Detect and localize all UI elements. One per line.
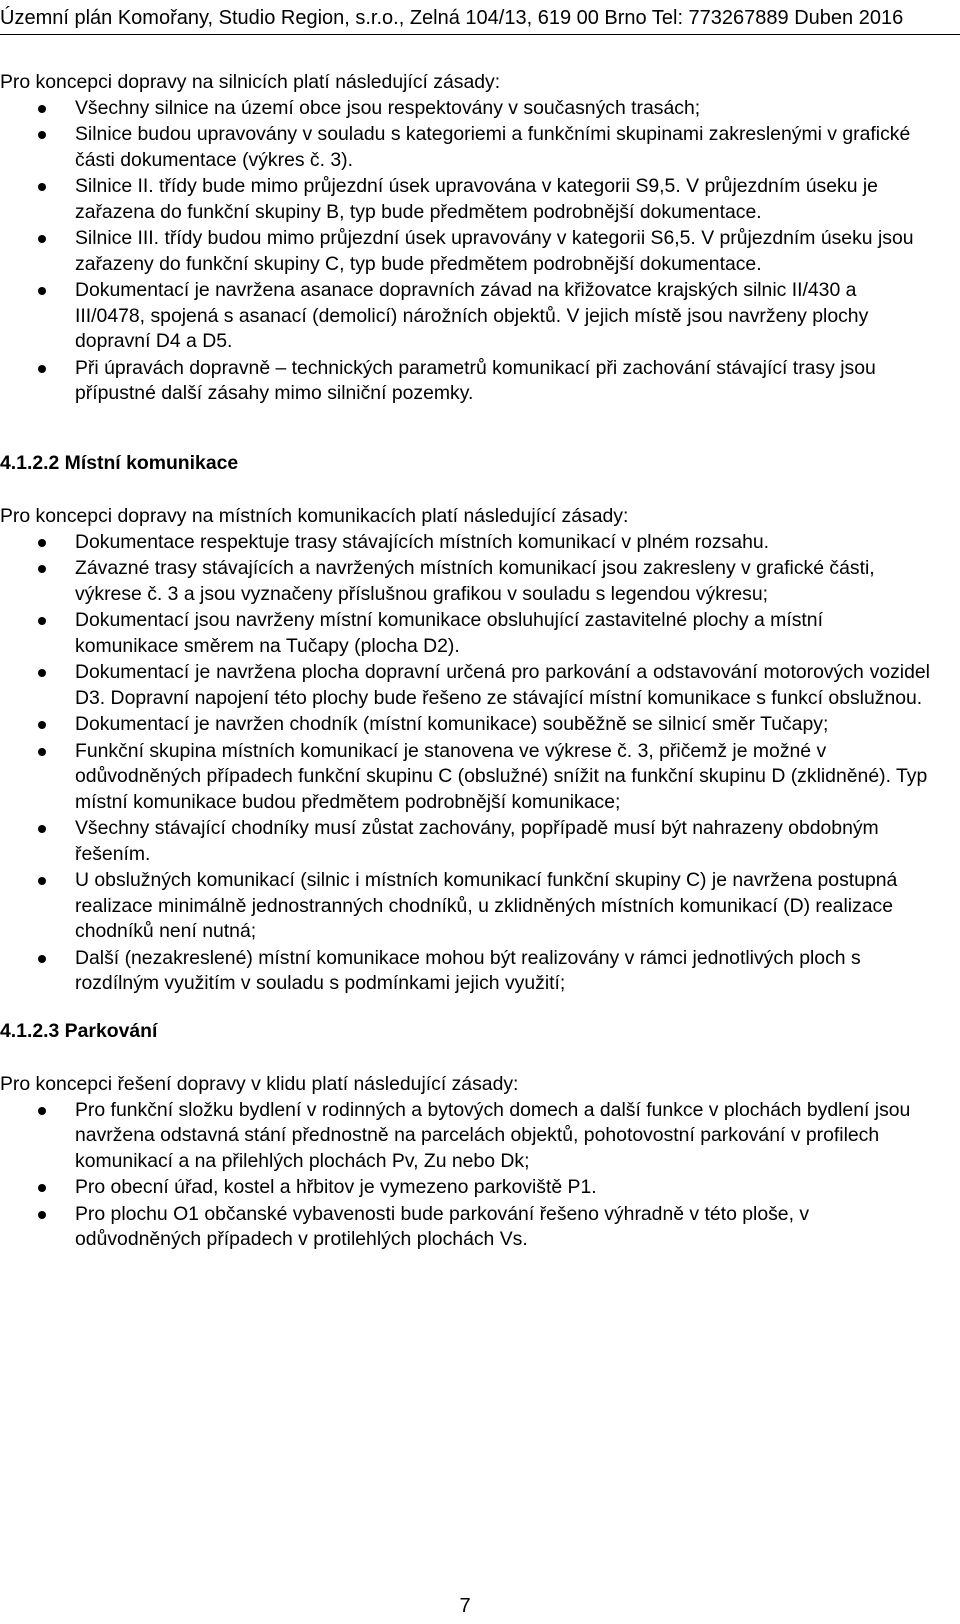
bullet-icon: [38, 287, 46, 295]
list-item: [0, 1098, 930, 1175]
list-item-text: Všechny silnice na území obce jsou respektovány v současných trasách;: [75, 96, 701, 119]
section-parking-list: [0, 1098, 930, 1253]
list-item: [0, 226, 930, 277]
bullet-icon: [38, 235, 46, 243]
list-item-text: Pro obecní úřad, kostel a hřbitov je vymezeno parkoviště P1.: [75, 1176, 597, 1198]
list-item: [0, 278, 930, 355]
bullet-icon: [38, 877, 46, 885]
list-item-text: Silnice budou upravovány v souladu s kategoriemi a funkčními skupinami zakreslenými v grafické části dokumentace (výkres č. 3).: [75, 123, 911, 171]
bullet-icon: [38, 617, 46, 625]
bullet-icon: [38, 565, 46, 573]
section-roads-intro: Pro koncepci dopravy na silnicích platí následující zásady:: [0, 71, 501, 93]
section-roads-list: [0, 96, 930, 407]
bullet-icon: [38, 748, 46, 756]
list-item: [0, 1202, 930, 1253]
bullet-icon: [38, 365, 46, 373]
bullet-icon: [38, 105, 46, 113]
bullet-icon: [38, 1211, 46, 1219]
list-item-text: Pro plochu O1 občanské vybavenosti bude parkování řešeno výhradně v této ploše, v odůvodněných případech v protilehlých plochách Vs.: [75, 1202, 810, 1250]
list-item-text: Dokumentací je navržena asanace dopravních závad na křižovatce krajských silnic II/430 a III/0478, spojená s asanací (demolicí) nárožních objektů. V jejich místě jsou navrženy plochy dopravní D4 a D5.: [75, 279, 869, 352]
bullet-icon: [38, 539, 46, 547]
list-item: [0, 96, 930, 122]
header-divider: [0, 34, 960, 35]
list-item-text: U obslužných komunikací (silnic i místních komunikací funkční skupiny C) je navržena postupná realizace minimálně jednostranných chodníků, u zklidněných místních komunikací (D) realizace chodníků není nutná;: [75, 869, 898, 942]
list-item-text: Dokumentací je navržen chodník (místní komunikace) souběžně se silnicí směr Tučapy;: [75, 713, 829, 735]
list-item: [0, 1175, 930, 1201]
list-item-text: Dokumentací je navržena plocha dopravní určená pro parkování a odstavování motorových vozidel D3. Dopravní napojení této plochy bude řešeno ze stávající místní komunikace s funkcí obslužnou.: [75, 661, 930, 709]
bullet-icon: [38, 183, 46, 191]
bullet-icon: [38, 669, 46, 677]
list-item: [0, 556, 930, 607]
page-number: 7: [459, 1595, 471, 1617]
list-item: [0, 946, 930, 997]
bullet-icon: [38, 1184, 46, 1192]
list-item-text: Dokumentací jsou navrženy místní komunikace obsluhující zastavitelné plochy a místní komunikace směrem na Tučapy (plocha D2).: [75, 609, 823, 657]
list-item: [0, 174, 930, 225]
list-item-text: Silnice III. třídy budou mimo průjezdní úsek upravovány v kategorii S6,5. V průjezdním úseku jsou zařazeny do funkční skupiny C, typ bude předmětem podrobnější dokumentace.: [75, 227, 914, 275]
section-local-roads-list: [0, 530, 930, 997]
list-item-text: Při úpravách dopravně – technických parametrů komunikací při zachování stávající trasy jsou přípustné další zásahy mimo silniční pozemky.: [75, 356, 876, 404]
bullet-icon: [38, 131, 46, 139]
section-parking-intro: Pro koncepci řešení dopravy v klidu platí následující zásady:: [0, 1073, 519, 1095]
page-content: [0, 70, 930, 1254]
list-item-text: Pro funkční složku bydlení v rodinných a bytových domech a další funkce v plochách bydlení jsou navržena odstavná stání přednostně na parcelách objektů, pohotovostní parkování v profilech komunikací a na přilehlých plochách Pv, Zu nebo Dk;: [75, 1098, 911, 1172]
list-item: [0, 868, 930, 945]
list-item-text: Závazné trasy stávajících a navržených místních komunikací jsou zakresleny v grafické části, výkrese č. 3 a jsou vyznačeny příslušnou grafikou v souladu s legendou výkresu;: [75, 557, 875, 605]
section-parking-heading: 4.1.2.3 Parkování: [0, 1019, 158, 1042]
list-item-text: Všechny stávající chodníky musí zůstat zachovány, popřípadě musí být nahrazeny obdobným řešením.: [75, 817, 879, 865]
page-header: Územní plán Komořany, Studio Region, s.r.o., Zelná 104/13, 619 00 Brno Tel: 773267889 Duben 2016: [0, 7, 904, 29]
list-item: [0, 122, 930, 173]
list-item: [0, 530, 930, 556]
list-item: [0, 660, 930, 711]
section-local-roads-heading: 4.1.2.2 Místní komunikace: [0, 451, 239, 474]
bullet-icon: [38, 1107, 46, 1115]
list-item-text: Silnice II. třídy bude mimo průjezdní úsek upravována v kategorii S9,5. V průjezdním úseku je zařazena do funkční skupiny B, typ bude předmětem podrobnější dokumentace.: [75, 175, 878, 223]
list-item: [0, 816, 930, 867]
bullet-icon: [38, 955, 46, 963]
bullet-icon: [38, 825, 46, 833]
list-item-text: Dokumentace respektuje trasy stávajících místních komunikací v plném rozsahu.: [75, 530, 770, 553]
list-item-text: Další (nezakreslené) místní komunikace mohou být realizovány v rámci jednotlivých ploch s rozdílným využitím v souladu s podmínkami jejich využití;: [75, 946, 861, 994]
list-item: [0, 356, 930, 407]
list-item: [0, 608, 930, 659]
section-local-roads-intro: Pro koncepci dopravy na místních komunikacích platí následující zásady:: [0, 505, 629, 527]
list-item: [0, 712, 930, 738]
list-item-text: Funkční skupina místních komunikací je stanovena ve výkrese č. 3, přičemž je možné v odůvodněných případech funkční skupinu C (obslužné) snížit na funkční skupinu D (zklidněné). Typ místní komunikace budou předmětem podrobnější komunikace;: [75, 739, 928, 813]
list-item: [0, 739, 930, 816]
bullet-icon: [38, 721, 46, 729]
